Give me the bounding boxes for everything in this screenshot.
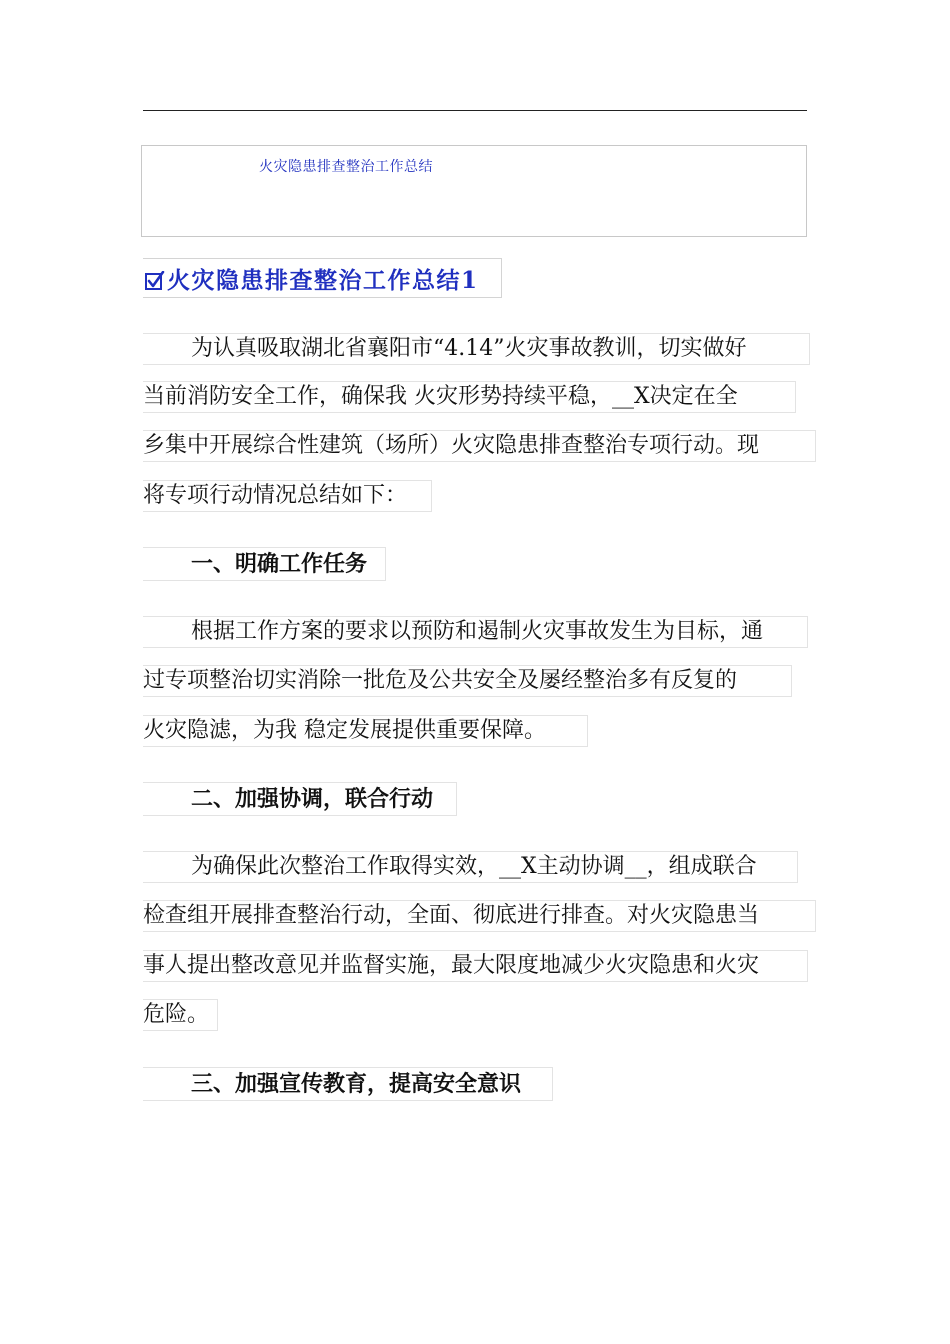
- paragraph-line: [143, 999, 218, 1031]
- section-heading-1: [143, 547, 386, 581]
- section-heading-3: [143, 1067, 553, 1101]
- intro-line-1: 为认真吸取湖北省襄阳市“4.14”火灾事故教训，切实做好: [191, 336, 747, 361]
- paragraph-line: [143, 616, 808, 648]
- section-1-line-1: 根据工作方案的要求以预防和遏制火灾事故发生为目标，通: [191, 619, 764, 644]
- intro-line-4: 将专项行动情况总结如下：: [143, 483, 408, 508]
- paragraph-line: [143, 333, 810, 365]
- section-1-line-3: 火灾隐滤，为我 稳定发展提供重要保障。: [143, 718, 546, 743]
- section-1-line-2: 过专项整治切实消除一批危及公共安全及屡经整治多有反复的: [143, 668, 738, 693]
- header-title: 火灾隐患排查整治工作总结: [259, 159, 433, 175]
- paragraph-line: [143, 851, 798, 883]
- header-box: [141, 145, 807, 237]
- paragraph-line: [143, 715, 588, 747]
- section-2-line-3: 事人提出整改意见并监督实施，最大限度地减少火灾隐患和火灾: [143, 953, 760, 978]
- intro-line-3: 乡集中开展综合性建筑（场所）火灾隐患排查整治专项行动。现: [143, 433, 760, 458]
- section-2-title: 二、加强协调，联合行动: [191, 786, 434, 812]
- top-rule: [143, 110, 807, 111]
- paragraph-line: [143, 900, 816, 932]
- document-heading: [143, 258, 502, 298]
- section-2-line-4: 危险。: [143, 1002, 210, 1027]
- section-3-title: 三、加强宣传教育，提高安全意识: [191, 1071, 522, 1097]
- paragraph-line: [143, 950, 808, 982]
- paragraph-line: [143, 480, 432, 512]
- document-heading-text: 火灾隐患排查整治工作总结1: [167, 266, 479, 294]
- section-2-line-1: 为确保此次整治工作取得实效，__X主动协调__，组成联合: [191, 854, 757, 879]
- paragraph-line: [143, 430, 816, 462]
- paragraph-line: [143, 665, 792, 697]
- section-heading-2: [143, 782, 457, 816]
- checkbox-checked-icon: [145, 271, 165, 291]
- section-1-title: 一、明确工作任务: [191, 551, 368, 577]
- section-2-line-2: 检查组开展排查整治行动，全面、彻底进行排查。对火灾隐患当: [143, 903, 760, 928]
- paragraph-line: [143, 381, 796, 413]
- intro-line-2: 当前消防安全工作，确保我 火灾形势持续平稳，__X决定在全: [143, 384, 738, 409]
